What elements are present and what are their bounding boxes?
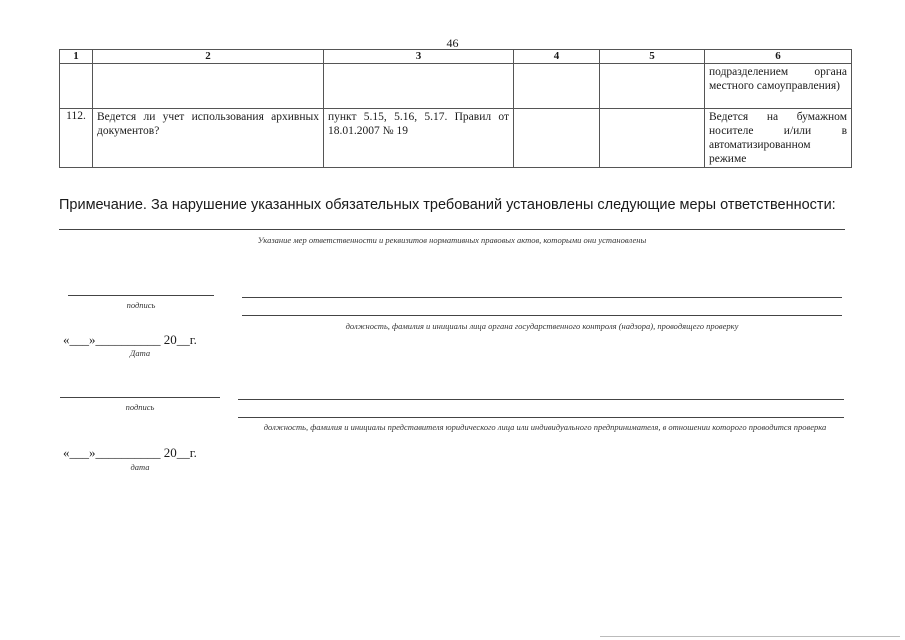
row-number: 112. (60, 109, 93, 168)
position-caption: должность, фамилия и инициалы лица органа государственного контроля (надзора), проводящего проверку (345, 321, 739, 331)
position-line (238, 399, 844, 400)
date-field: «___»__________ 20__г. (63, 445, 197, 460)
row-col4 (514, 109, 600, 168)
position-line (242, 297, 842, 298)
scan-edge (600, 636, 900, 637)
signature-caption: подпись (126, 300, 156, 310)
row-question (93, 64, 324, 109)
row-col4 (514, 64, 600, 109)
column-header: 5 (600, 50, 705, 64)
row-reference (324, 64, 514, 109)
note-text: Примечание. За нарушение указанных обязательных требований установлены следующие меры ответственности: (59, 197, 836, 213)
date-caption: дата (130, 462, 150, 472)
note-fill-line (59, 229, 845, 230)
table-header-row (60, 50, 852, 64)
row-reference: пункт 5.15, 5.16, 5.17. Правил от 18.01.2007 № 19 (324, 109, 514, 168)
table-row (60, 109, 852, 168)
position-line (242, 315, 842, 316)
signature-line (60, 397, 220, 398)
row-number (60, 64, 93, 109)
row-question: Ведется ли учет использования архивных документов? (93, 109, 324, 168)
signature-caption: подпись (125, 402, 155, 412)
page-number: 46 (446, 36, 459, 50)
column-header: 6 (705, 50, 852, 64)
signature-line (68, 295, 214, 296)
position-line (238, 417, 844, 418)
column-header: 1 (60, 50, 93, 64)
table-row (60, 64, 852, 109)
note-caption: Указание мер ответственности и реквизитов нормативных правовых актов, которыми они установлены (257, 235, 647, 245)
row-note: Ведется на бумажном носителе и/или в автоматизированном режиме (705, 109, 852, 168)
date-field: «___»__________ 20__г. (63, 332, 197, 347)
position-caption: должность, фамилия и инициалы представителя юридического лица или индивидуального предпринимателя, в отношении которого проводится проверка (263, 422, 827, 432)
row-note: подразделением органа местного самоуправления) (705, 64, 852, 109)
column-header: 3 (324, 50, 514, 64)
column-header: 2 (93, 50, 324, 64)
date-caption: Дата (129, 348, 151, 358)
column-header: 4 (514, 50, 600, 64)
row-col5 (600, 109, 705, 168)
row-col5 (600, 64, 705, 109)
checklist-table (59, 49, 852, 168)
